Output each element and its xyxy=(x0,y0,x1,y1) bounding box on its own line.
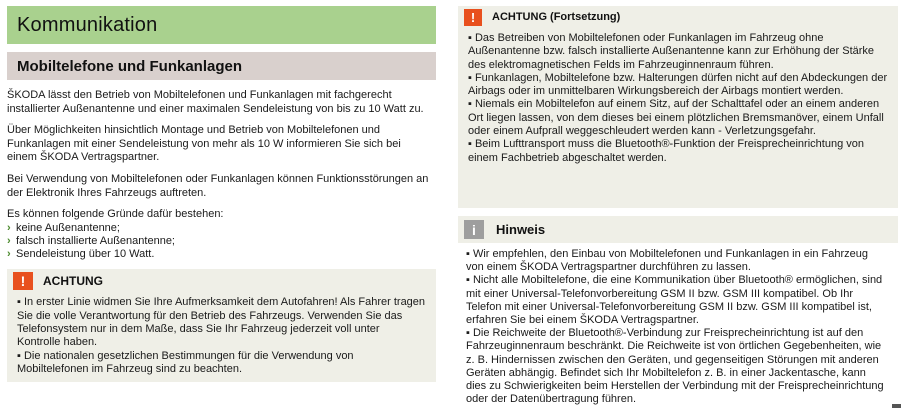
list-item: ▪ Niemals ein Mobiltelefon auf einem Sitz, auf der Schalttafel oder an einem anderen Ort liegen lassen, von dem dieses bei einem plötzlichen Bremsmanöver, einem Unfall oder einem Aufprall weggeschleudert werden kann - Verletzungsgefahr. xyxy=(468,98,884,138)
note-title: Hinweis xyxy=(496,222,546,237)
warning-box xyxy=(7,269,436,382)
chevron-right-icon: › xyxy=(7,248,11,261)
left-column xyxy=(7,6,436,382)
exclamation-icon: ! xyxy=(464,9,482,26)
chevron-right-icon: › xyxy=(7,221,11,234)
section-title: Mobiltelefone und Funkanlagen xyxy=(17,57,242,75)
list-item: › Sendeleistung über 10 Watt. xyxy=(7,248,155,261)
list-item: › keine Außenantenne; xyxy=(7,221,120,234)
chapter-header xyxy=(7,6,436,44)
note-box xyxy=(458,216,898,406)
right-column xyxy=(458,6,898,406)
warning-list xyxy=(7,293,436,382)
warning-continued-box xyxy=(458,6,898,208)
section-header xyxy=(7,52,436,80)
list-item: ▪ Beim Lufttransport muss die Bluetooth®-Funktion der Freisprecheinrichtung von einem Fachbetrieb abgeschaltet werden. xyxy=(468,138,864,164)
chapter-title: Kommunikation xyxy=(17,13,158,36)
info-icon: i xyxy=(464,220,484,239)
note-header xyxy=(458,216,898,243)
reasons-list xyxy=(7,222,436,262)
end-of-section-marker xyxy=(892,404,901,408)
list-item: › falsch installierte Außenantenne; xyxy=(7,234,175,247)
chevron-right-icon: › xyxy=(7,234,11,247)
list-item: ▪ Das Betreiben von Mobiltelefonen oder Funkanlagen im Fahrzeug ohne Außenantenne bzw. falsch installierte Außenantenne kann zur Erhöhung der Stärke des elektromagnetischen Felds im Fahrzeuginnenraum führen. xyxy=(468,32,875,71)
list-item: ▪ Die nationalen gesetzlichen Bestimmungen für die Verwendung von Mobiltelefonen im Fahrzeug sind zu beachten. xyxy=(17,349,354,375)
warning-title: ACHTUNG xyxy=(43,274,103,289)
exclamation-icon: ! xyxy=(13,272,33,290)
list-item: ▪ Wir empfehlen, den Einbau von Mobiltelefonen und Funkanlagen in ein Fahrzeug von einem ŠKODA Vertragspartner durchführen zu lassen. xyxy=(466,248,868,274)
warning-continued-title: ACHTUNG (Fortsetzung) xyxy=(492,11,621,23)
note-list xyxy=(458,243,898,406)
list-item: ▪ Die Reichweite der Bluetooth®-Verbindung zur Freisprecheinrichtung ist auf den Fahrzeuginnenraum beschränkt. Die Reichweite ist von örtlichen Gegebenheiten, wie z. B. Hindernissen zwischen den Geräten, und gegenseitigen Störungen mit anderen Geräten abhängig. Befindet sich Ihr Mobiltelefon z. B. in einer Jackentasche, kann dies zu Schwierigkeiten beim Herstellen der Verbindung mit der Freisprecheinrichtung oder der Datenübertragung führen. xyxy=(466,327,884,406)
list-item: ▪ Nicht alle Mobiltelefone, die eine Kommunikation über Bluetooth® ermöglichen, sind mit einer Universal-Telefonvorbereitung GSM II bzw. GSM III kompatibel. Ob Ihr Telefon mit einer Universal-Telefonvorbereitung GSM II bzw. GSM III kompatibel ist, erfahren Sie bei einem ŠKODA Vertragspartner. xyxy=(466,274,883,327)
paragraph-malfunctions: Bei Verwendung von Mobiltelefonen oder Funkanlagen können Funktionsstörungen an der Elektronik Ihres Fahrzeugs auftreten. xyxy=(7,172,429,199)
paragraph-reasons-intro: Es können folgende Gründe dafür bestehen: xyxy=(7,208,224,221)
warning-continued-list xyxy=(458,28,898,165)
warning-header xyxy=(7,269,436,293)
paragraph-options: Über Möglichkeiten hinsichtlich Montage und Betrieb von Mobiltelefonen und Funkanlagen mit einer Sendeleistung von mehr als 10 W informieren Sie sich bei einem ŠKODA Vertragspartner. xyxy=(7,124,401,164)
list-item: ▪ In erster Linie widmen Sie Ihre Aufmerksamkeit dem Autofahren! Als Fahrer tragen Sie die volle Verantwortung für den Betrieb des Fahrzeugs. Verwenden Sie das Telefonsystem nur in dem Maße, dass Sie Ihr Fahrzeug jederzeit voll unter Kontrolle haben. xyxy=(17,296,426,349)
warning-continued-header xyxy=(458,6,898,28)
list-item: ▪ Funkanlagen, Mobiltelefone bzw. Halterungen dürfen nicht auf den Abdeckungen der Airbags oder im unmittelbaren Wirkungsbereich der Airbags montiert werden. xyxy=(468,71,888,98)
paragraph-intro: ŠKODA lässt den Betrieb von Mobiltelefonen und Funkanlagen mit fachgerecht installierter Außenantenne und einer maximalen Sendeleistung von bis zu 10 Watt zu. xyxy=(7,89,424,115)
